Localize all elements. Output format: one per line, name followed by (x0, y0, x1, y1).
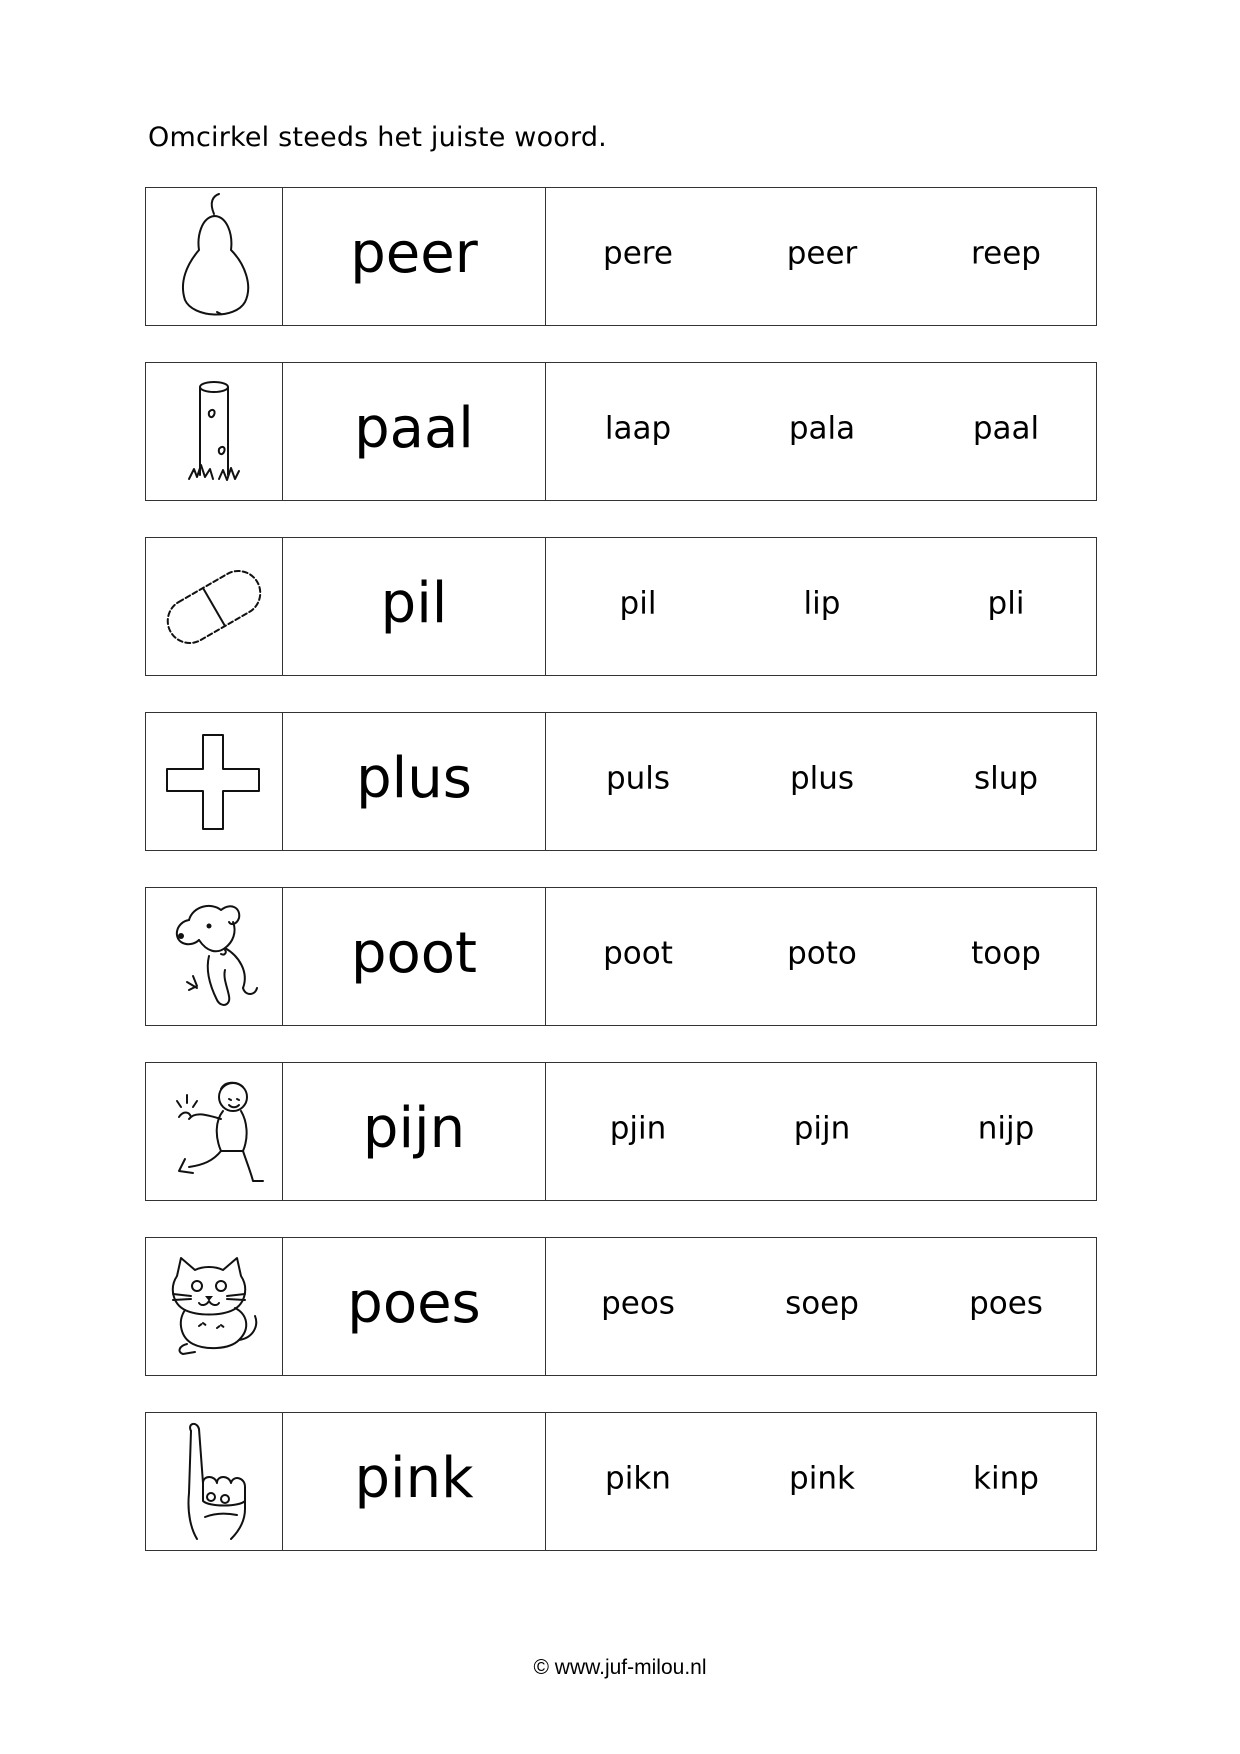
picture-cell (146, 538, 283, 675)
word-option[interactable]: pli (987, 584, 1025, 621)
target-word: pink (283, 1413, 546, 1550)
word-option[interactable]: paal (972, 409, 1040, 446)
exercise-row (145, 1237, 1097, 1376)
pill-icon (159, 542, 269, 672)
pinky-finger-icon (159, 1417, 269, 1547)
word-option[interactable]: poto (787, 934, 857, 971)
picture-cell (146, 888, 283, 1025)
target-word: pijn (283, 1063, 546, 1200)
word-option[interactable]: laap (604, 409, 672, 446)
target-word: poot (283, 888, 546, 1025)
word-option[interactable]: kinp (973, 1459, 1039, 1496)
picture-cell (146, 188, 283, 325)
word-option[interactable]: soep (785, 1284, 859, 1321)
picture-cell (146, 713, 283, 850)
target-word: paal (283, 363, 546, 500)
word-option[interactable]: reep (971, 234, 1041, 271)
picture-cell (146, 363, 283, 500)
exercise-row (145, 1412, 1097, 1551)
word-options (546, 188, 1096, 325)
word-option[interactable]: poes (969, 1284, 1043, 1321)
plus-icon (159, 717, 269, 847)
picture-cell (146, 1063, 283, 1200)
copyright-footer: © www.juf-milou.nl (533, 1656, 707, 1679)
pear-icon (159, 192, 269, 322)
word-options (546, 538, 1096, 675)
post-icon (159, 367, 269, 497)
hurt-boy-icon (159, 1067, 269, 1197)
word-option[interactable]: slup (973, 759, 1039, 796)
target-word: plus (283, 713, 546, 850)
target-word: pil (283, 538, 546, 675)
word-option[interactable]: pikn (605, 1459, 671, 1496)
target-word: peer (283, 188, 546, 325)
word-option[interactable]: plus (789, 759, 855, 796)
exercise-row (145, 887, 1097, 1026)
exercise-row (145, 537, 1097, 676)
word-option[interactable]: peos (601, 1284, 675, 1321)
word-options (546, 888, 1096, 1025)
word-option[interactable]: nijp (977, 1109, 1035, 1146)
target-word: poes (283, 1238, 546, 1375)
word-option[interactable]: peer (786, 234, 858, 271)
exercise-row (145, 712, 1097, 851)
word-options (546, 1063, 1096, 1200)
word-option[interactable]: pala (788, 409, 856, 446)
word-option[interactable]: toop (971, 934, 1041, 971)
word-option[interactable]: puls (605, 759, 671, 796)
word-options (546, 1413, 1096, 1550)
instruction-text: Omcirkel steeds het juiste woord. (148, 122, 607, 153)
cat-icon (159, 1242, 269, 1372)
word-options (546, 713, 1096, 850)
word-option[interactable]: pil (619, 584, 657, 621)
word-option[interactable]: poot (603, 934, 673, 971)
word-options (546, 363, 1096, 500)
picture-cell (146, 1413, 283, 1550)
word-options (546, 1238, 1096, 1375)
word-option[interactable]: pjin (609, 1109, 667, 1146)
dog-paw-icon (159, 892, 269, 1022)
word-option[interactable]: pere (603, 234, 673, 271)
exercise-row (145, 187, 1097, 326)
picture-cell (146, 1238, 283, 1375)
exercise-row (145, 362, 1097, 501)
exercise-row (145, 1062, 1097, 1201)
word-option[interactable]: pijn (793, 1109, 851, 1146)
word-option[interactable]: lip (803, 584, 841, 621)
word-option[interactable]: pink (789, 1459, 855, 1496)
